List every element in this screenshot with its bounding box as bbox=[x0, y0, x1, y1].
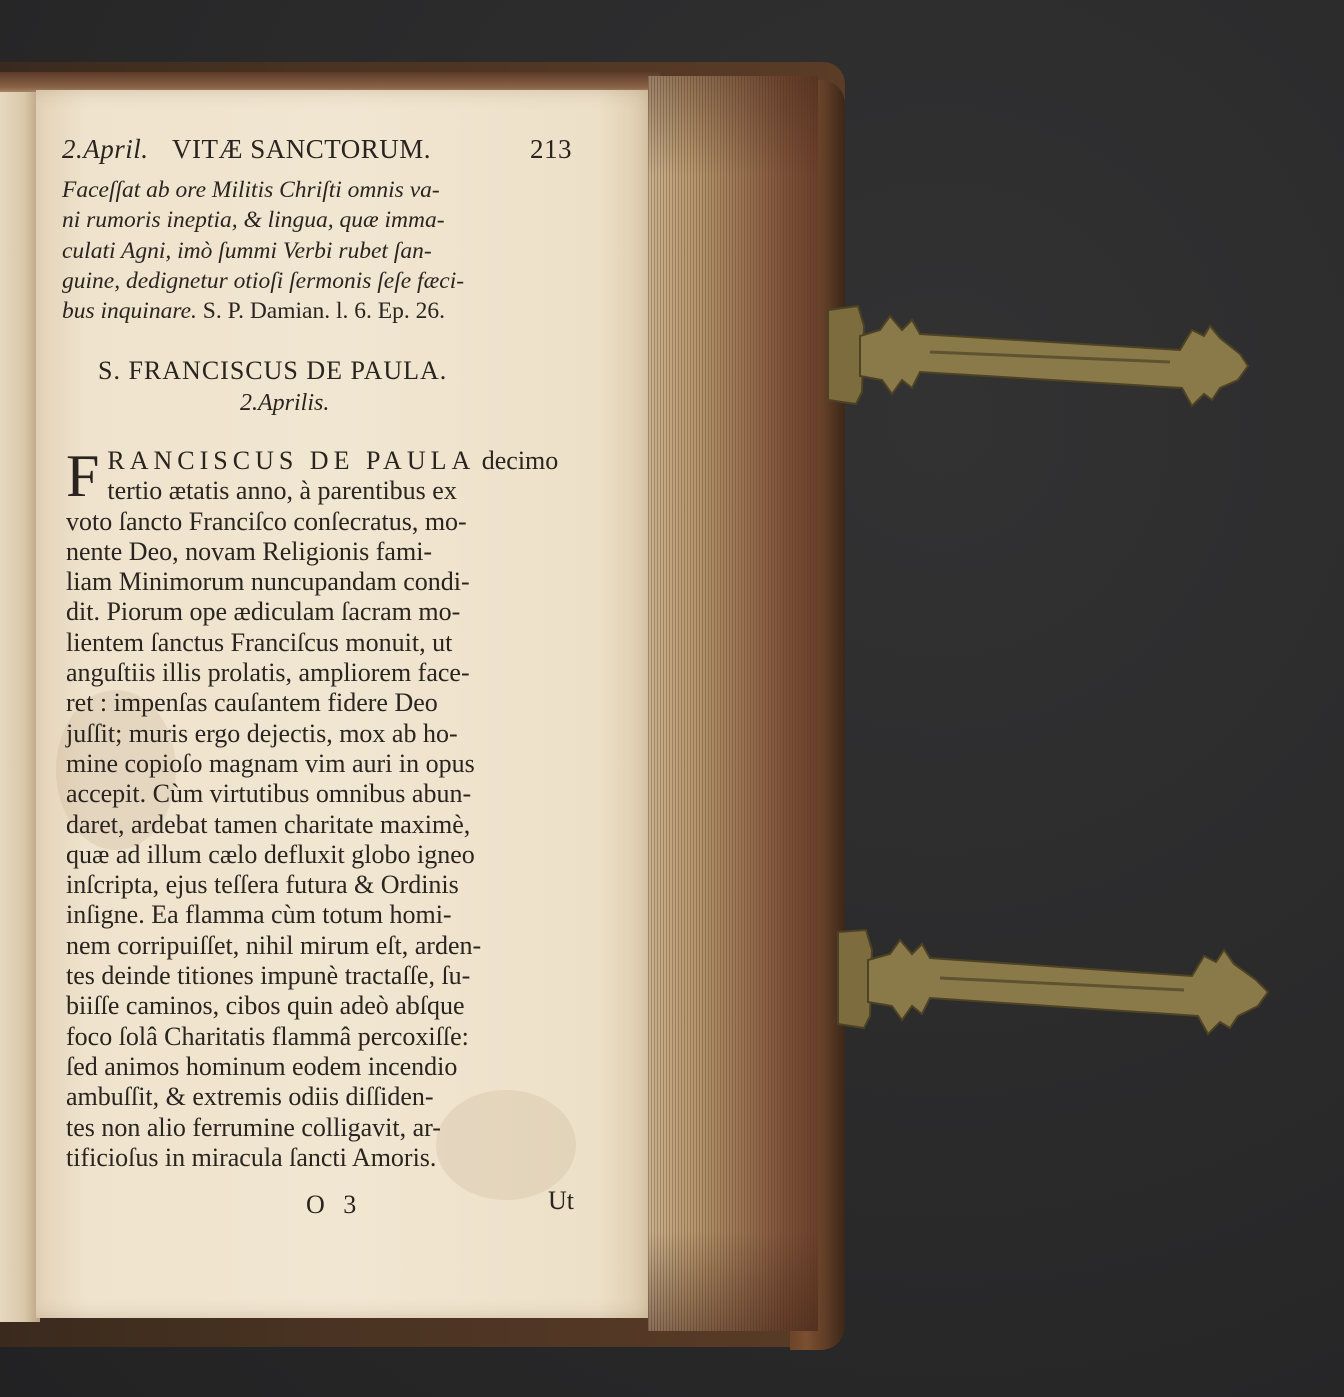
body-line: juſſit; muris ergo dejectis, mox ab ho- bbox=[66, 718, 458, 748]
body-line: tes deinde titiones impunè tractaſſe, ſu- bbox=[66, 961, 471, 991]
signature-mark: O 3 bbox=[306, 1190, 363, 1219]
body-line: foco ſolâ Charitatis flammâ percoxiſſe: bbox=[66, 1021, 469, 1051]
body-line: mine copioſo magnam vim auri in opus bbox=[66, 748, 475, 778]
facing-page-edge bbox=[0, 92, 40, 1322]
body-line: nente Deo, novam Religionis fami- bbox=[66, 536, 433, 566]
body-line: liam Minimorum nuncupandam condi- bbox=[66, 567, 470, 597]
body-line: tertio ætatis anno, à parentibus ex bbox=[107, 476, 457, 506]
quote-last-line bbox=[62, 297, 572, 327]
body-line: nem corripuiſſet, nihil mirum eſt, arden- bbox=[66, 930, 482, 960]
lower-clasp bbox=[832, 924, 1282, 1048]
quote-citation: S. P. Damian. l. 6. Ep. 26. bbox=[202, 298, 445, 325]
quote-line: Faceſſat ab ore Militis Chriſti omnis va- bbox=[62, 177, 440, 203]
opening-quote bbox=[62, 176, 572, 327]
body-line: tes non alio ferrumine colligavit, ar- bbox=[66, 1112, 441, 1142]
quote-line: ni rumoris ineptia, & lingua, quæ imma- bbox=[62, 207, 445, 234]
body-line: inſigne. Ea flamma cùm totum homi- bbox=[66, 900, 452, 930]
running-head-date: 2.April. bbox=[62, 134, 149, 164]
quote-line: guine, dedignetur otioſi ſermonis ſeſe fæci- bbox=[62, 267, 465, 294]
running-head-title: VITÆ SANCTORUM. bbox=[172, 134, 432, 164]
body-line: ambuſſit, & extremis odiis diſſiden- bbox=[66, 1082, 434, 1112]
page-number: 213 bbox=[530, 134, 572, 164]
body-line: lientem ſanctus Franciſcus monuit, ut bbox=[66, 627, 453, 657]
body-first-line bbox=[66, 446, 570, 476]
page-block-shade bbox=[648, 76, 818, 1331]
running-head bbox=[62, 134, 572, 170]
body-line: dit. Piorum ope ædiculam ſacram mo- bbox=[66, 597, 461, 627]
quote-line: culati Agni, imò ſummi Verbi rubet ſan- bbox=[62, 237, 432, 264]
body-line: biiſſe caminos, cibos quin adeò abſque bbox=[66, 991, 465, 1021]
body-line: anguſtiis illis prolatis, ampliorem face- bbox=[66, 658, 470, 688]
section-date: 2.Aprilis. bbox=[240, 390, 330, 416]
body-line: ret : impenſas cauſantem fidere Deo bbox=[66, 688, 438, 718]
body-first-rest: decimo bbox=[481, 446, 559, 475]
quote-last-words: bus inquinare. bbox=[62, 298, 197, 325]
body-line: ſed animos hominum eodem incendio bbox=[66, 1051, 458, 1081]
body-line: voto ſancto Franciſco conſecratus, mo- bbox=[66, 506, 467, 536]
body-line: inſcripta, ejus teſſera futura & Ordinis bbox=[66, 870, 459, 900]
drop-cap: F bbox=[66, 443, 100, 509]
section-heading: S. FRANCISCUS DE PAULA. bbox=[98, 356, 448, 385]
catchword: Ut bbox=[548, 1186, 574, 1215]
body-line: tificioſus in miracula ſancti Amoris. bbox=[66, 1142, 437, 1172]
body-line: accepit. Cùm virtutibus omnibus abun- bbox=[66, 779, 472, 809]
upper-clasp bbox=[820, 296, 1260, 420]
body-text bbox=[66, 443, 570, 1173]
body-line: daret, ardebat tamen charitate maximè, bbox=[66, 809, 471, 839]
body-line: quæ ad illum cælo defluxit globo igneo bbox=[66, 839, 475, 869]
body-first-words: RANCISCUS DE PAULA bbox=[107, 446, 476, 475]
